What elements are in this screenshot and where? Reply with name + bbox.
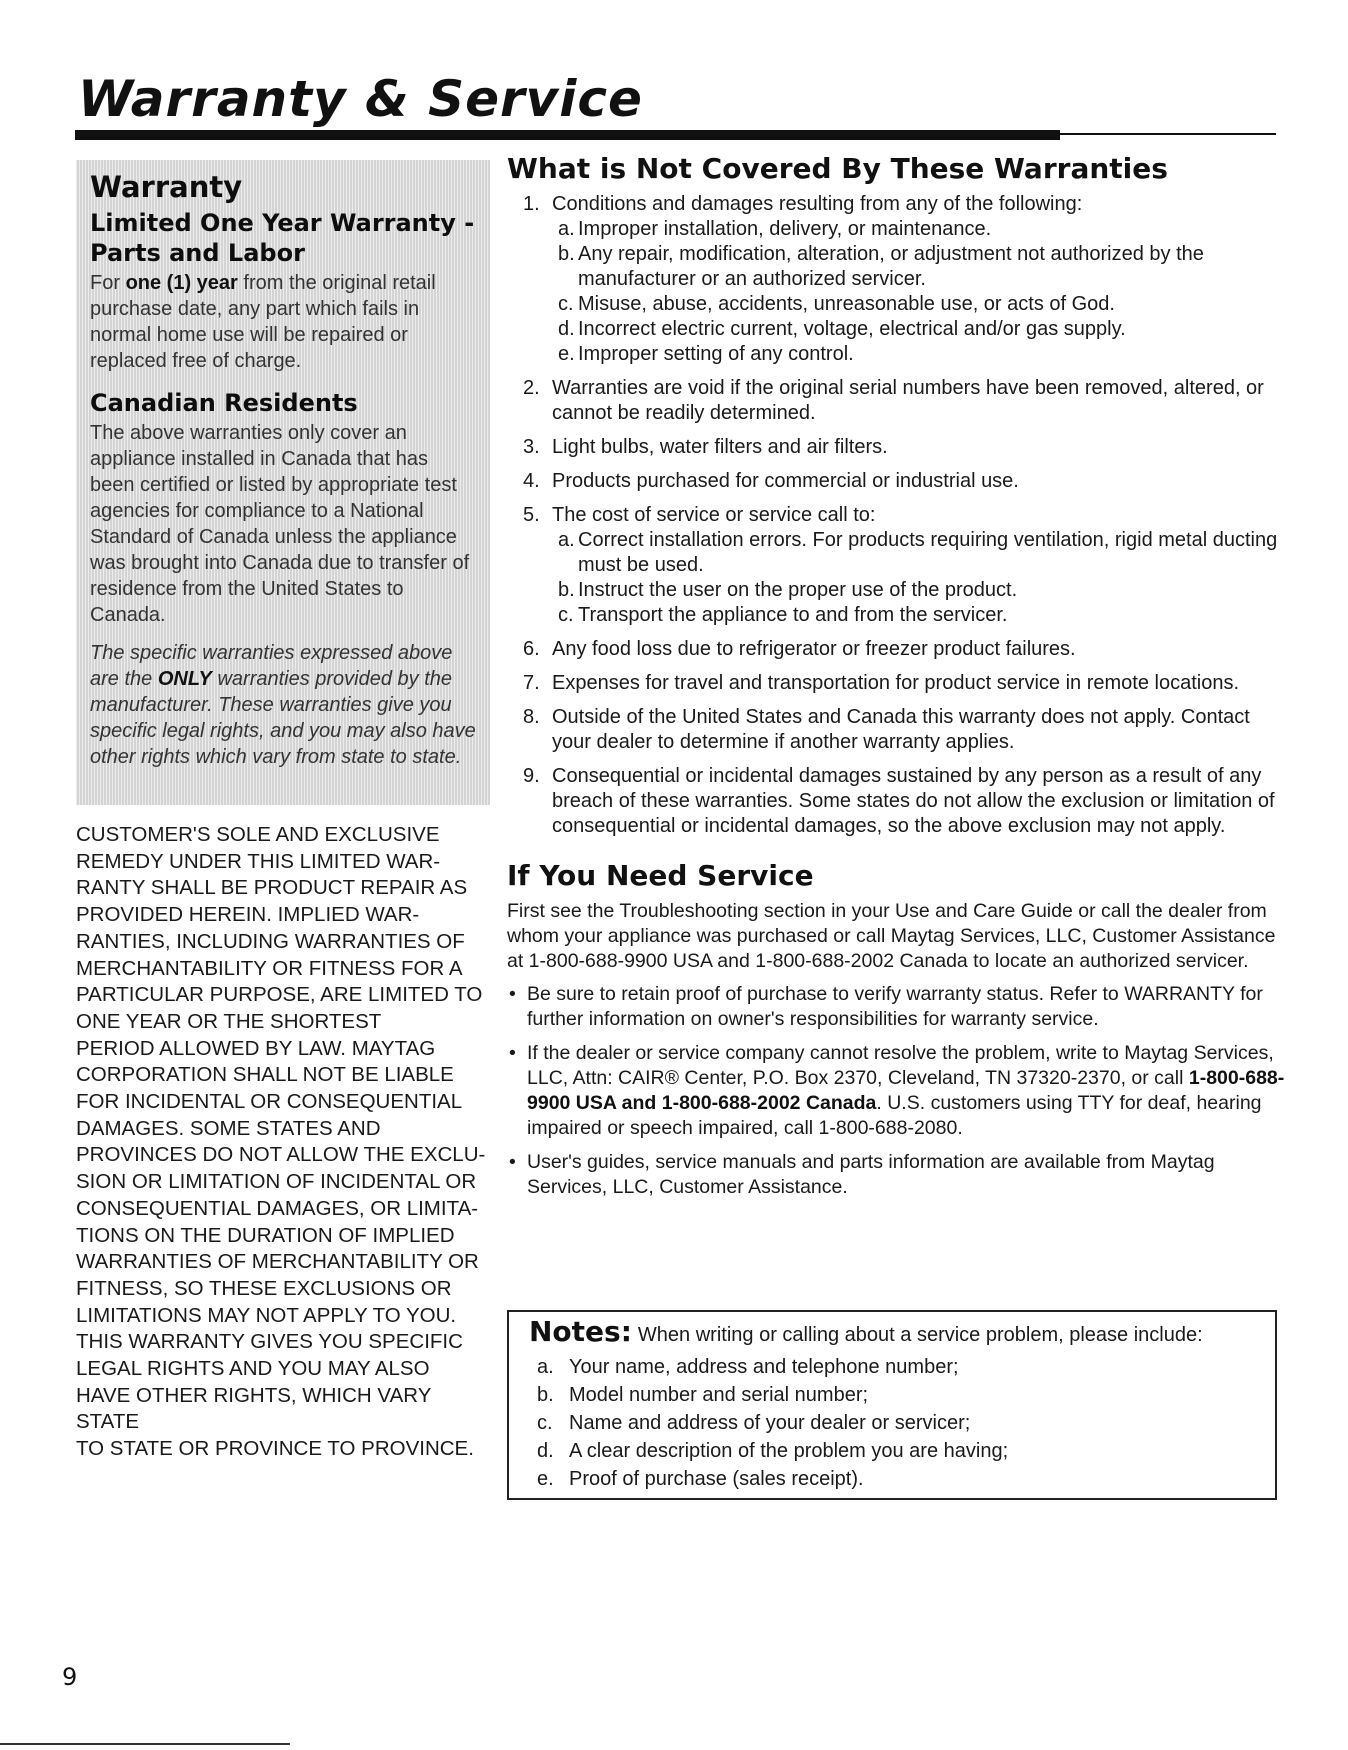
note-letter: d.	[537, 1440, 554, 1462]
list-item	[507, 637, 1287, 662]
warranty-note	[90, 640, 478, 770]
sub-text: Incorrect electric current, voltage, electrical and/or gas supply.	[578, 318, 1126, 340]
note-letter: e.	[537, 1468, 554, 1490]
item-number: 3.	[523, 436, 540, 458]
bullet-text: Be sure to retain proof of purchase to verify warranty status. Refer to WARRANTY for further information on owner's responsibilities for warranty service.	[527, 983, 1263, 1030]
limited-text-prefix: For	[90, 272, 126, 294]
notes-header	[529, 1315, 1261, 1349]
item-text: Outside of the United States and Canada this warranty does not apply. Contact your dealer to determine if another warranty applies.	[552, 706, 1250, 753]
bullet-text: User's guides, service manuals and parts information are available from Maytag Services, LLC, Customer Assistance.	[527, 1151, 1215, 1198]
notes-label: Notes:	[529, 1315, 632, 1348]
list-item	[507, 376, 1287, 426]
sub-item	[552, 603, 1287, 628]
right-column	[507, 152, 1287, 1209]
service-heading: If You Need Service	[507, 859, 814, 892]
sub-letter: c.	[558, 604, 574, 626]
sub-item	[552, 217, 1287, 242]
list-item	[507, 435, 1287, 460]
item-text: Warranties are void if the original serial numbers have been removed, altered, or cannot be readily determined.	[552, 377, 1264, 424]
bullet-icon: •	[509, 983, 516, 1005]
item-number: 9.	[523, 765, 540, 787]
sub-letter: c.	[558, 293, 574, 315]
list-item	[507, 705, 1287, 755]
list-item	[507, 503, 1287, 628]
sub-letter: b.	[558, 579, 575, 601]
warranty-box	[76, 160, 490, 805]
phone-numbers: 1-800-688-9900 USA and 1-800-688-2002 Canada	[527, 1067, 1285, 1114]
list-item	[529, 1409, 1261, 1437]
sub-letter: e.	[558, 343, 575, 365]
note-bold: ONLY	[157, 668, 212, 690]
notes-list	[529, 1353, 1261, 1493]
page-title: Warranty & Service	[78, 70, 643, 128]
sub-text: Correct installation errors. For products requiring ventilation, rigid metal ducting must be used.	[578, 529, 1278, 576]
sub-letter: a.	[558, 218, 575, 240]
bullet-text-prefix: If the dealer or service company cannot resolve the problem, write to Maytag Services, LLC, Attn: CAIR® Center, P.O. Box 2370, Cleveland, TN 37320-2370, or call	[527, 1042, 1274, 1089]
bottom-rule	[0, 1743, 290, 1745]
not-covered-list	[507, 192, 1287, 839]
list-item	[507, 764, 1287, 839]
item-number: 8.	[523, 706, 540, 728]
not-covered-heading: What is Not Covered By These Warranties	[507, 152, 1168, 185]
list-item	[529, 1465, 1261, 1493]
list-item	[507, 671, 1287, 696]
note-text: A clear description of the problem you are having;	[569, 1440, 1009, 1462]
sub-item	[552, 578, 1287, 603]
limited-heading-line2: Parts and Labor	[90, 239, 305, 267]
list-item	[507, 1041, 1287, 1141]
exclusive-remedy-text: CUSTOMER'S SOLE AND EXCLUSIVE REMEDY UNDER THIS LIMITED WAR- RANTY SHALL BE PRODUCT REPAIR AS PROVIDED HEREIN. IMPLIED WAR- RANTIES, INCLUDING WARRANTIES OF MERCHANTABILITY OR FITNESS FOR A PARTICULAR PURPOSE, ARE LIMITED TO ONE YEAR OR THE SHORTEST PERIOD ALLOWED BY LAW. MAYTAG CORPORATION SHALL NOT BE LIABLE FOR INCIDENTAL OR CONSEQUENTIAL DAMAGES. SOME STATES AND PROVINCES DO NOT ALLOW THE EXCLU- SION OR LIMITATION OF INCIDENTAL OR CONSEQUENTIAL DAMAGES, OR LIMITA- TIONS ON THE DURATION OF IMPLIED WARRANTIES OF MERCHANTABILITY OR FITNESS, SO THESE EXCLUSIONS OR LIMITATIONS MAY NOT APPLY TO YOU. THIS WARRANTY GIVES YOU SPECIFIC LEGAL RIGHTS AND YOU MAY ALSO HAVE OTHER RIGHTS, WHICH VARY STATE TO STATE OR PROVINCE TO PROVINCE.	[76, 823, 486, 1461]
note-letter: a.	[537, 1356, 554, 1378]
item-text: The cost of service or service call to:	[552, 504, 876, 526]
sub-text: Misuse, abuse, accidents, unreasonable use, or acts of God.	[578, 293, 1115, 315]
notes-intro: When writing or calling about a service problem, please include:	[637, 1324, 1203, 1346]
sub-letter: a.	[558, 529, 575, 551]
limited-text-suffix: from the original retail purchase date, any part which fails in normal home use will be repaired or replaced free of charge.	[90, 272, 436, 372]
note-text: Your name, address and telephone number;	[569, 1356, 959, 1378]
limited-warranty-text	[90, 270, 478, 374]
canadian-residents-text: The above warranties only cover an appliance installed in Canada that has been certified or listed by appropriate test agencies for compliance to a National Standard of Canada unless the appliance was brought into Canada due to transfer of residence from the United States to Canada.	[90, 422, 470, 626]
sub-text: Improper installation, delivery, or maintenance.	[578, 218, 992, 240]
list-item	[529, 1353, 1261, 1381]
limited-warranty-heading	[90, 208, 478, 268]
list-item	[507, 192, 1287, 367]
sub-item	[552, 242, 1287, 292]
item-number: 7.	[523, 672, 540, 694]
notes-box	[507, 1310, 1277, 1500]
sub-text: Improper setting of any control.	[578, 343, 854, 365]
list-item	[529, 1381, 1261, 1409]
service-bullets	[507, 982, 1287, 1200]
note-letter: b.	[537, 1384, 554, 1406]
sub-item	[552, 317, 1287, 342]
sub-list	[552, 217, 1287, 367]
item-text: Conditions and damages resulting from any of the following:	[552, 193, 1083, 215]
bullet-icon: •	[509, 1042, 516, 1064]
item-number: 5.	[523, 504, 540, 526]
note-prefix: The specific warranties expressed above are the	[90, 642, 453, 690]
item-number: 2.	[523, 377, 540, 399]
sub-list	[552, 528, 1287, 628]
canadian-residents-heading: Canadian Residents	[90, 389, 358, 417]
sub-text: Any repair, modification, alteration, or adjustment not authorized by the manufacturer or an authorized servicer.	[578, 243, 1204, 290]
sub-text: Instruct the user on the proper use of the product.	[578, 579, 1018, 601]
sub-letter: d.	[558, 318, 575, 340]
list-item	[507, 982, 1287, 1032]
note-text: Name and address of your dealer or servicer;	[569, 1412, 971, 1434]
limited-text-bold: one (1) year	[125, 272, 238, 294]
note-letter: c.	[537, 1412, 553, 1434]
note-text: Model number and serial number;	[569, 1384, 869, 1406]
item-text: Expenses for travel and transportation for product service in remote locations.	[552, 672, 1240, 694]
item-text: Products purchased for commercial or industrial use.	[552, 470, 1019, 492]
sub-item	[552, 528, 1287, 578]
sub-text: Transport the appliance to and from the servicer.	[578, 604, 1008, 626]
item-number: 6.	[523, 638, 540, 660]
sub-letter: b.	[558, 243, 575, 265]
bullet-icon: •	[509, 1151, 516, 1173]
title-rule	[75, 130, 1060, 140]
sub-item	[552, 292, 1287, 317]
limited-heading-line1: Limited One Year Warranty -	[90, 209, 475, 237]
note-text: Proof of purchase (sales receipt).	[569, 1468, 864, 1490]
warranty-heading: Warranty	[90, 170, 243, 204]
list-item	[529, 1437, 1261, 1465]
note-suffix: warranties provided by the manufacturer. These warranties give you specific legal rights, and you may also have other rights which vary from state to state.	[90, 668, 476, 768]
page-number: 9	[62, 1663, 78, 1691]
item-text: Light bulbs, water filters and air filters.	[552, 436, 888, 458]
service-intro: First see the Troubleshooting section in your Use and Care Guide or call the dealer from whom your appliance was purchased or call Maytag Services, LLC, Customer Assistance at 1-800-688-9900 USA and 1-800-688-2002 Canada to locate an authorized servicer.	[507, 900, 1276, 972]
item-text: Consequential or incidental damages sustained by any person as a result of any breach of these warranties. Some states do not allow the exclusion or limitation of consequential or incidental damages, so the above exclusion may not apply.	[552, 765, 1275, 837]
item-number: 4.	[523, 470, 540, 492]
bullet-text-suffix: . U.S. customers using TTY for deaf, hearing impaired or speech impaired, call 1-800-688-2080.	[527, 1092, 1262, 1139]
sub-item	[552, 342, 1287, 367]
list-item	[507, 1150, 1287, 1200]
item-number: 1.	[523, 193, 540, 215]
item-text: Any food loss due to refrigerator or freezer product failures.	[552, 638, 1076, 660]
title-rule-thin	[1058, 133, 1276, 135]
list-item	[507, 469, 1287, 494]
